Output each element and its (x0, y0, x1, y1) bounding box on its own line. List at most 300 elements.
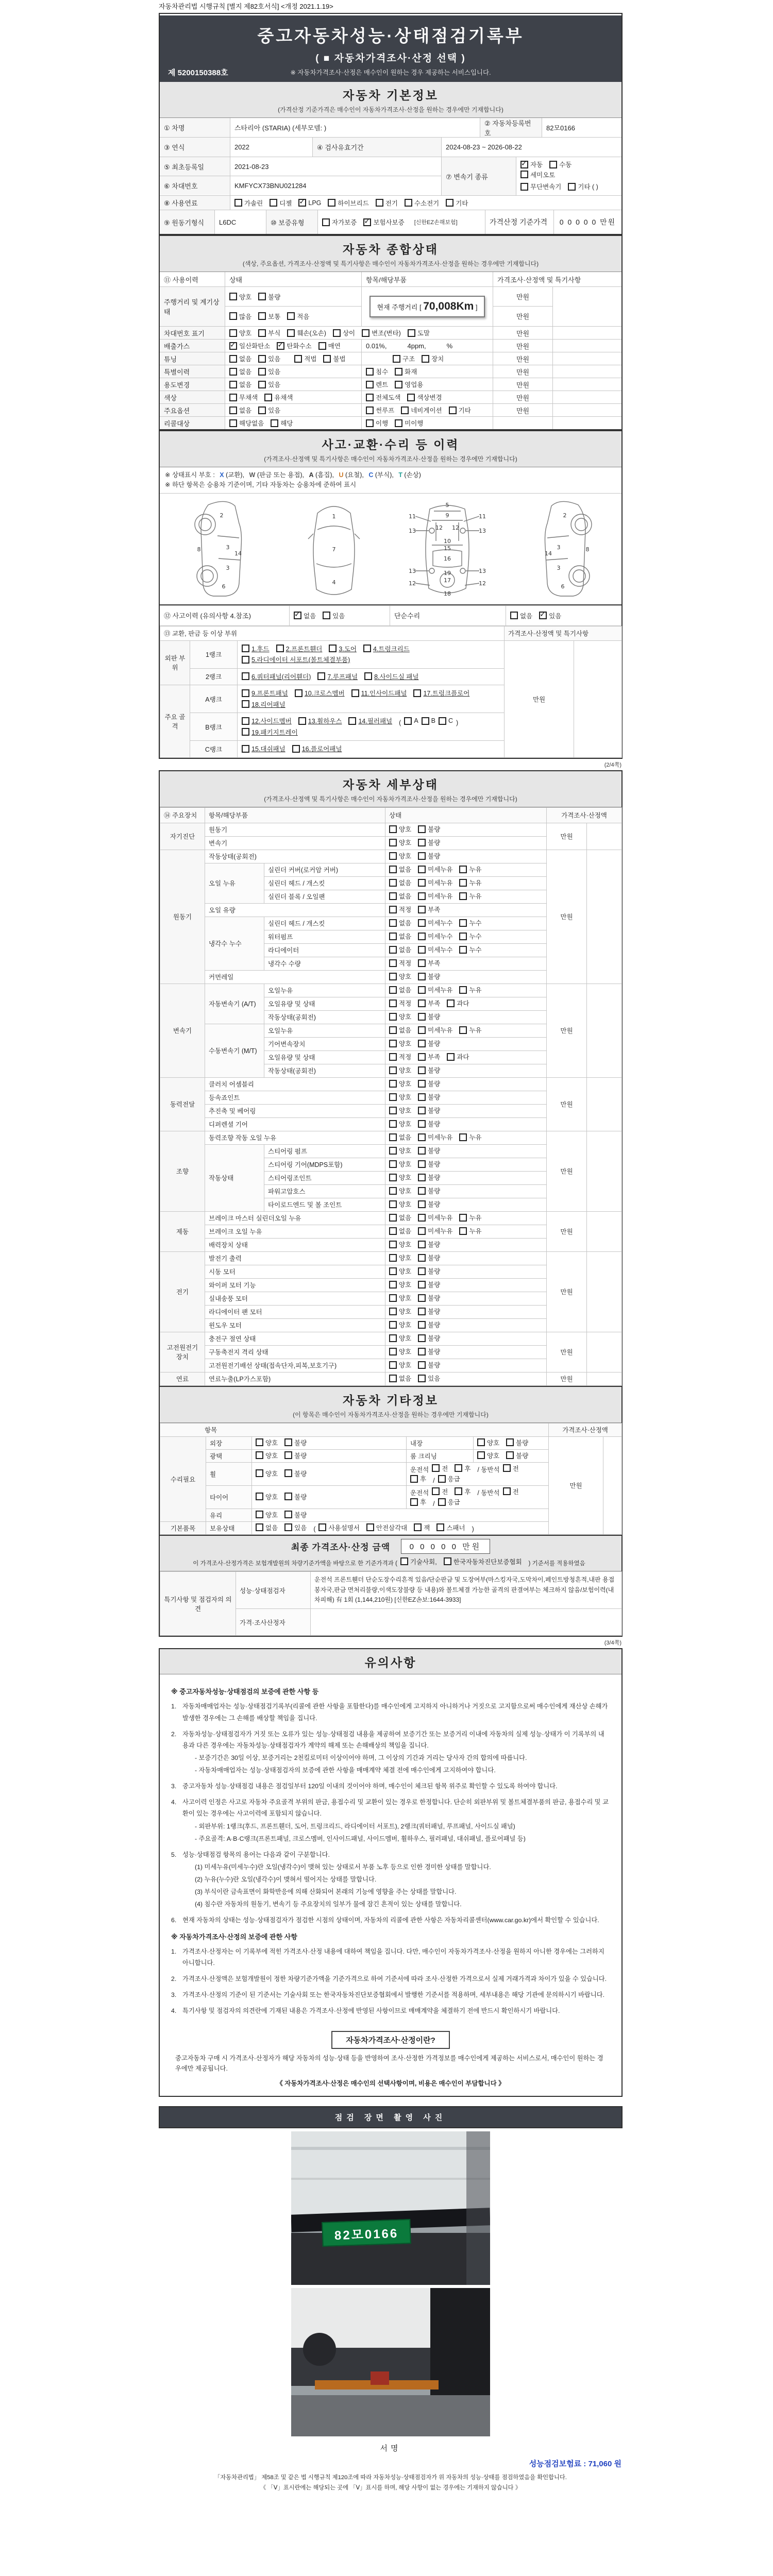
checkbox-불량[interactable] (418, 1065, 440, 1075)
checkbox-미세누수[interactable] (418, 931, 452, 941)
checkbox-누유[interactable] (459, 891, 481, 901)
checkbox-box[interactable] (389, 1227, 397, 1235)
checkbox-양호[interactable] (256, 1469, 278, 1478)
checkbox-box[interactable] (503, 1464, 511, 1472)
checkbox-box[interactable] (329, 645, 337, 652)
checkbox-box[interactable] (389, 986, 397, 994)
checkbox-box[interactable] (405, 199, 412, 207)
checkbox-box[interactable] (418, 919, 426, 927)
checkbox-2.프론트휀더[interactable] (276, 644, 323, 653)
checkbox-불량[interactable] (284, 1438, 307, 1447)
checkbox-유채색[interactable] (264, 393, 293, 402)
checkbox-box[interactable] (258, 312, 266, 320)
checkbox-box[interactable] (418, 1040, 426, 1047)
checkbox-양호[interactable] (477, 1451, 499, 1460)
checkbox-8.사이드실 패널[interactable] (364, 672, 418, 681)
checkbox-불량[interactable] (418, 1012, 440, 1021)
checkbox-미세누유[interactable] (418, 878, 452, 887)
checkbox-없음[interactable] (389, 945, 411, 954)
checkbox-box[interactable] (229, 406, 237, 414)
checkbox-box[interactable] (229, 312, 237, 320)
checkbox-box[interactable] (351, 689, 359, 697)
checkbox-불량[interactable] (418, 1092, 440, 1101)
checkbox-누수[interactable] (459, 931, 481, 941)
checkbox-box[interactable] (242, 672, 249, 680)
checkbox-불량[interactable] (284, 1492, 307, 1501)
checkbox-box[interactable] (418, 1200, 426, 1208)
checkbox-있음[interactable] (418, 1374, 440, 1383)
checkbox-box[interactable] (447, 1053, 455, 1061)
checkbox-box[interactable] (447, 999, 455, 1007)
checkbox-box[interactable] (229, 368, 237, 376)
checkbox-없음[interactable] (389, 1213, 411, 1222)
checkbox-디젤[interactable] (270, 198, 292, 208)
checkbox-수소전기[interactable] (405, 198, 439, 208)
checkbox-box[interactable] (294, 612, 301, 619)
checkbox-box[interactable] (395, 368, 402, 376)
checkbox-box[interactable] (418, 825, 426, 833)
checkbox-잭[interactable] (414, 1523, 430, 1532)
checkbox-box[interactable] (270, 199, 277, 207)
checkbox-box[interactable] (229, 342, 237, 350)
checkbox-box[interactable] (407, 394, 415, 401)
checkbox-기타 ( )[interactable] (568, 182, 598, 191)
checkbox-양호[interactable] (389, 1106, 411, 1115)
checkbox-box[interactable] (418, 852, 426, 860)
checkbox-box[interactable] (418, 1308, 426, 1315)
checkbox-탄화수소[interactable] (277, 341, 311, 350)
checkbox-box[interactable] (459, 919, 467, 927)
checkbox-9.프론트패널[interactable] (242, 688, 288, 698)
checkbox-불량[interactable] (506, 1451, 528, 1460)
checkbox-불량[interactable] (418, 1079, 440, 1088)
checkbox-불량[interactable] (418, 1146, 440, 1155)
checkbox-box[interactable] (455, 1487, 462, 1495)
checkbox-box[interactable] (418, 1053, 426, 1061)
checkbox-box[interactable] (408, 329, 415, 337)
checkbox-box[interactable] (503, 1487, 511, 1495)
checkbox-양호[interactable] (389, 1079, 411, 1088)
checkbox-box[interactable] (389, 999, 397, 1007)
checkbox-box[interactable] (389, 1281, 397, 1289)
checkbox-적정[interactable] (389, 998, 411, 1008)
checkbox-box[interactable] (284, 1511, 292, 1518)
checkbox-불량[interactable] (284, 1510, 307, 1519)
checkbox-적음[interactable] (287, 312, 309, 321)
checkbox-있음[interactable] (258, 367, 280, 376)
checkbox-많음[interactable] (229, 312, 251, 321)
checkbox-box[interactable] (389, 1308, 397, 1315)
checkbox-box[interactable] (389, 1187, 397, 1195)
checkbox-box[interactable] (271, 419, 278, 427)
checkbox-부족[interactable] (418, 998, 440, 1008)
checkbox-box[interactable] (389, 1147, 397, 1155)
checkbox-box[interactable] (389, 1133, 397, 1141)
checkbox-box[interactable] (418, 1348, 426, 1355)
checkbox-양호[interactable] (256, 1438, 278, 1447)
checkbox-box[interactable] (422, 355, 429, 363)
checkbox-미세누유[interactable] (418, 1025, 452, 1035)
checkbox-일산화탄소[interactable] (229, 341, 270, 350)
checkbox-box[interactable] (258, 293, 266, 300)
checkbox-box[interactable] (242, 656, 249, 664)
checkbox-응급[interactable] (438, 1497, 460, 1506)
checkbox-양호[interactable] (389, 1307, 411, 1316)
checkbox-box[interactable] (318, 342, 326, 350)
checkbox-16.플로어패널[interactable] (292, 744, 342, 753)
checkbox-box[interactable] (389, 919, 397, 927)
checkbox-없음[interactable] (229, 405, 251, 415)
checkbox-기타[interactable] (446, 198, 468, 208)
checkbox-없음[interactable] (294, 611, 316, 620)
checkbox-box[interactable] (234, 199, 242, 207)
checkbox-box[interactable] (459, 1133, 467, 1141)
checkbox-양호[interactable] (389, 1320, 411, 1329)
checkbox-box[interactable] (258, 406, 266, 414)
checkbox-전[interactable] (432, 1464, 448, 1473)
checkbox-box[interactable] (258, 368, 266, 376)
checkbox-box[interactable] (389, 1294, 397, 1302)
checkbox-box[interactable] (418, 1147, 426, 1155)
checkbox-12.사이드멤버[interactable] (242, 716, 292, 725)
checkbox-box[interactable] (366, 419, 374, 427)
checkbox-누유[interactable] (459, 878, 481, 887)
checkbox-box[interactable] (459, 946, 467, 954)
checkbox-box[interactable] (459, 866, 467, 873)
checkbox-5.라디에이터 서포트(볼트체결부품)[interactable] (242, 655, 350, 664)
checkbox-box[interactable] (413, 689, 421, 697)
checkbox-양호[interactable] (256, 1451, 278, 1460)
checkbox-box[interactable] (477, 1451, 485, 1459)
checkbox-box[interactable] (366, 406, 374, 414)
checkbox-기술사회,[interactable] (400, 1557, 437, 1566)
checkbox-box[interactable] (418, 866, 426, 873)
checkbox-box[interactable] (418, 1375, 426, 1382)
checkbox-적정[interactable] (389, 958, 411, 968)
checkbox-box[interactable] (400, 1557, 408, 1565)
checkbox-도말[interactable] (408, 328, 430, 337)
checkbox-있음[interactable] (258, 380, 280, 389)
checkbox-불량[interactable] (418, 1307, 440, 1316)
checkbox-box[interactable] (389, 1107, 397, 1114)
checkbox-세미오토[interactable] (520, 170, 555, 179)
checkbox-box[interactable] (284, 1523, 292, 1531)
checkbox-사용설명서[interactable] (318, 1523, 359, 1532)
checkbox-box[interactable] (317, 672, 325, 680)
checkbox-box[interactable] (418, 1120, 426, 1128)
checkbox-7.루프패널[interactable] (317, 672, 358, 681)
checkbox-box[interactable] (418, 1241, 426, 1248)
checkbox-누유[interactable] (459, 985, 481, 994)
checkbox-box[interactable] (418, 959, 426, 967)
checkbox-box[interactable] (520, 183, 528, 191)
checkbox-불량[interactable] (418, 1106, 440, 1115)
checkbox-적정[interactable] (389, 1052, 411, 1061)
checkbox-box[interactable] (333, 329, 341, 337)
checkbox-box[interactable] (318, 1523, 326, 1531)
checkbox-box[interactable] (389, 1160, 397, 1168)
checkbox-후[interactable] (410, 1497, 426, 1506)
checkbox-box[interactable] (404, 717, 412, 725)
checkbox-box[interactable] (363, 218, 371, 226)
checkbox-box[interactable] (459, 879, 467, 887)
checkbox-자동[interactable] (520, 160, 543, 169)
checkbox-box[interactable] (418, 1361, 426, 1369)
checkbox-미이행[interactable] (395, 418, 423, 428)
checkbox-없음[interactable] (389, 865, 411, 874)
checkbox-보험사보증[interactable] (363, 217, 404, 227)
checkbox-C[interactable] (439, 717, 453, 725)
checkbox-6.쿼터패널(리어휀더)[interactable] (242, 672, 311, 681)
checkbox-미세누유[interactable] (418, 865, 452, 874)
checkbox-box[interactable] (389, 973, 397, 980)
checkbox-상이[interactable] (333, 328, 355, 337)
checkbox-후[interactable] (455, 1464, 470, 1473)
checkbox-양호[interactable] (389, 1065, 411, 1075)
checkbox-색상변경[interactable] (407, 393, 442, 402)
checkbox-양호[interactable] (389, 1092, 411, 1101)
checkbox-한국자동차진단보증협회[interactable] (444, 1557, 522, 1566)
checkbox-스패너[interactable] (436, 1523, 465, 1532)
checkbox-box[interactable] (395, 381, 402, 388)
checkbox-양호[interactable] (229, 328, 251, 337)
checkbox-양호[interactable] (389, 838, 411, 847)
checkbox-불량[interactable] (418, 1280, 440, 1289)
checkbox-양호[interactable] (389, 1039, 411, 1048)
checkbox-양호[interactable] (389, 1173, 411, 1182)
checkbox-부족[interactable] (418, 1052, 440, 1061)
checkbox-양호[interactable] (389, 1146, 411, 1155)
checkbox-box[interactable] (418, 839, 426, 846)
checkbox-후[interactable] (410, 1474, 426, 1483)
checkbox-양호[interactable] (389, 1253, 411, 1262)
checkbox-box[interactable] (418, 1227, 426, 1235)
checkbox-box[interactable] (363, 645, 371, 652)
checkbox-box[interactable] (389, 1026, 397, 1034)
checkbox-box[interactable] (229, 419, 237, 427)
checkbox-누수[interactable] (459, 945, 481, 954)
checkbox-없음[interactable] (389, 878, 411, 887)
checkbox-과다[interactable] (447, 1052, 469, 1061)
checkbox-해당없음[interactable] (229, 418, 264, 428)
checkbox-4.트렁크리드[interactable] (363, 644, 410, 653)
checkbox-LPG[interactable] (298, 199, 321, 207)
checkbox-box[interactable] (389, 1200, 397, 1208)
checkbox-box[interactable] (276, 645, 284, 652)
checkbox-불량[interactable] (418, 1347, 440, 1356)
checkbox-box[interactable] (568, 183, 576, 191)
checkbox-부족[interactable] (418, 958, 440, 968)
checkbox-box[interactable] (459, 986, 467, 994)
checkbox-box[interactable] (436, 1523, 444, 1531)
checkbox-box[interactable] (389, 892, 397, 900)
checkbox-box[interactable] (418, 1294, 426, 1302)
checkbox-box[interactable] (242, 700, 249, 708)
checkbox-box[interactable] (242, 717, 249, 725)
checkbox-없음[interactable] (229, 367, 251, 376)
checkbox-10.크로스멤버[interactable] (295, 688, 345, 698)
checkbox-이행[interactable] (366, 418, 388, 428)
checkbox-box[interactable] (418, 1107, 426, 1114)
checkbox-box[interactable] (444, 1557, 451, 1565)
checkbox-box[interactable] (438, 1475, 446, 1483)
checkbox-후[interactable] (455, 1487, 470, 1496)
checkbox-box[interactable] (389, 825, 397, 833)
checkbox-box[interactable] (389, 1013, 397, 1021)
checkbox-box[interactable] (256, 1451, 263, 1459)
checkbox-불량[interactable] (418, 1360, 440, 1369)
checkbox-14.필러패널[interactable] (348, 716, 392, 725)
checkbox-box[interactable] (229, 381, 237, 388)
checkbox-양호[interactable] (389, 1280, 411, 1289)
checkbox-box[interactable] (298, 717, 306, 725)
checkbox-box[interactable] (284, 1438, 292, 1446)
checkbox-양호[interactable] (389, 1159, 411, 1168)
checkbox-영업용[interactable] (395, 380, 423, 389)
checkbox-box[interactable] (364, 672, 372, 680)
checkbox-box[interactable] (284, 1451, 292, 1459)
checkbox-box[interactable] (418, 879, 426, 887)
checkbox-15.대쉬패널[interactable] (242, 744, 285, 753)
checkbox-전[interactable] (432, 1487, 448, 1496)
checkbox-과다[interactable] (447, 998, 469, 1008)
checkbox-box[interactable] (520, 161, 528, 168)
checkbox-box[interactable] (294, 355, 302, 363)
checkbox-box[interactable] (389, 1093, 397, 1101)
checkbox-box[interactable] (446, 199, 453, 207)
checkbox-미세누유[interactable] (418, 1132, 452, 1142)
checkbox-box[interactable] (418, 1267, 426, 1275)
checkbox-box[interactable] (418, 1066, 426, 1074)
checkbox-box[interactable] (389, 1080, 397, 1088)
checkbox-box[interactable] (418, 1133, 426, 1141)
checkbox-불량[interactable] (418, 1240, 440, 1249)
checkbox-있음[interactable] (284, 1523, 307, 1532)
checkbox-box[interactable] (258, 329, 266, 337)
checkbox-양호[interactable] (389, 1360, 411, 1369)
checkbox-box[interactable] (229, 355, 237, 363)
checkbox-불량[interactable] (418, 1293, 440, 1302)
checkbox-불량[interactable] (418, 1159, 440, 1168)
checkbox-box[interactable] (389, 1040, 397, 1047)
checkbox-있음[interactable] (258, 405, 280, 415)
checkbox-누유[interactable] (459, 1132, 481, 1142)
checkbox-구조[interactable] (393, 354, 415, 363)
checkbox-전[interactable] (503, 1464, 519, 1473)
checkbox-해당[interactable] (271, 418, 293, 428)
checkbox-없음[interactable] (229, 380, 251, 389)
checkbox-box[interactable] (242, 689, 249, 697)
checkbox-box[interactable] (376, 199, 383, 207)
checkbox-전체도색[interactable] (366, 393, 400, 402)
checkbox-box[interactable] (418, 1174, 426, 1181)
checkbox-box[interactable] (258, 381, 266, 388)
checkbox-적법[interactable] (294, 354, 316, 363)
checkbox-box[interactable] (418, 1013, 426, 1021)
checkbox-box[interactable] (459, 1227, 467, 1235)
checkbox-양호[interactable] (389, 824, 411, 834)
checkbox-box[interactable] (323, 612, 330, 619)
checkbox-누유[interactable] (459, 1213, 481, 1222)
checkbox-누유[interactable] (459, 865, 481, 874)
checkbox-box[interactable] (418, 999, 426, 1007)
checkbox-box[interactable] (389, 1120, 397, 1128)
checkbox-매연[interactable] (318, 341, 341, 350)
checkbox-box[interactable] (366, 381, 374, 388)
checkbox-무단변속기[interactable] (520, 182, 561, 191)
checkbox-불법[interactable] (323, 354, 345, 363)
checkbox-box[interactable] (418, 1334, 426, 1342)
checkbox-box[interactable] (410, 1498, 418, 1506)
checkbox-box[interactable] (401, 406, 409, 414)
checkbox-썬루프[interactable] (366, 405, 394, 415)
checkbox-box[interactable] (418, 986, 426, 994)
checkbox-없음[interactable] (389, 985, 411, 994)
checkbox-box[interactable] (389, 1053, 397, 1061)
checkbox-기타[interactable] (449, 405, 471, 415)
checkbox-양호[interactable] (389, 1240, 411, 1249)
checkbox-없음[interactable] (389, 1132, 411, 1142)
checkbox-box[interactable] (389, 1241, 397, 1248)
checkbox-box[interactable] (389, 1174, 397, 1181)
checkbox-침수[interactable] (366, 367, 388, 376)
checkbox-box[interactable] (242, 645, 249, 652)
checkbox-가솔린[interactable] (234, 198, 263, 208)
checkbox-box[interactable] (439, 717, 446, 725)
checkbox-box[interactable] (242, 745, 249, 753)
checkbox-box[interactable] (322, 218, 330, 226)
checkbox-없음[interactable] (389, 931, 411, 941)
checkbox-box[interactable] (256, 1438, 263, 1446)
checkbox-box[interactable] (418, 906, 426, 913)
checkbox-불량[interactable] (418, 1199, 440, 1209)
checkbox-있음[interactable] (258, 354, 280, 363)
checkbox-양호[interactable] (389, 1347, 411, 1356)
checkbox-box[interactable] (389, 1334, 397, 1342)
checkbox-응급[interactable] (438, 1474, 460, 1483)
checkbox-네비게이션[interactable] (401, 405, 442, 415)
checkbox-box[interactable] (418, 1026, 426, 1034)
checkbox-하이브리드[interactable] (328, 198, 368, 208)
checkbox-box[interactable] (389, 946, 397, 954)
checkbox-양호[interactable] (389, 1186, 411, 1195)
checkbox-불량[interactable] (284, 1469, 307, 1478)
checkbox-box[interactable] (438, 1498, 446, 1506)
checkbox-box[interactable] (389, 839, 397, 846)
checkbox-불량[interactable] (418, 1266, 440, 1276)
checkbox-미세누수[interactable] (418, 945, 452, 954)
checkbox-불량[interactable] (418, 1173, 440, 1182)
checkbox-box[interactable] (256, 1511, 263, 1518)
checkbox-없음[interactable] (389, 1025, 411, 1035)
checkbox-box[interactable] (539, 612, 547, 619)
checkbox-장치[interactable] (422, 354, 444, 363)
checkbox-box[interactable] (323, 355, 331, 363)
checkbox-box[interactable] (410, 1475, 418, 1483)
checkbox-box[interactable] (366, 368, 374, 376)
checkbox-3.도어[interactable] (329, 644, 357, 653)
checkbox-box[interactable] (414, 1523, 422, 1531)
checkbox-box[interactable] (418, 973, 426, 980)
checkbox-box[interactable] (366, 394, 374, 401)
checkbox-있음[interactable] (539, 611, 561, 620)
checkbox-box[interactable] (389, 852, 397, 860)
checkbox-box[interactable] (422, 717, 429, 725)
checkbox-누유[interactable] (459, 1226, 481, 1235)
checkbox-11.인사이드패널[interactable] (351, 688, 407, 698)
checkbox-화재[interactable] (395, 367, 417, 376)
checkbox-불량[interactable] (284, 1451, 307, 1460)
